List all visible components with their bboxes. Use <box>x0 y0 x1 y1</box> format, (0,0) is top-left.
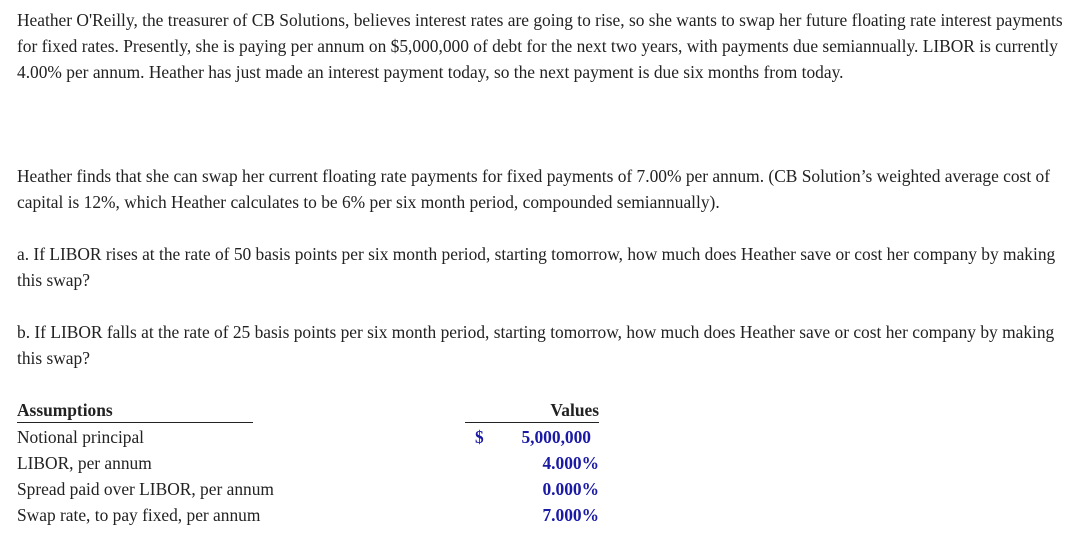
assumptions-table <box>17 398 607 528</box>
row-label: Spread paid over LIBOR, per annum <box>17 479 274 499</box>
table-row-spread <box>17 476 607 502</box>
table-row-notional-principal <box>17 424 607 450</box>
table-row-swap-rate <box>17 502 607 528</box>
row-value: 4.000% <box>542 453 599 473</box>
row-value: 0.000% <box>542 479 599 499</box>
row-value: 5,000,000 <box>521 427 591 447</box>
row-label: Swap rate, to pay fixed, per annum <box>17 505 261 525</box>
table-row-libor <box>17 450 607 476</box>
table-header-row <box>17 398 607 424</box>
currency-symbol: $ <box>475 427 484 447</box>
values-header: Values <box>465 398 599 423</box>
question-b: b. If LIBOR falls at the rate of 25 basis points per six month period, starting tomorrow, how much does Heather save or cost her company by making this swap? <box>17 322 1055 368</box>
row-label: Notional principal <box>17 427 145 447</box>
row-label: LIBOR, per annum <box>17 453 152 473</box>
swap-offer-paragraph: Heather finds that she can swap her current floating rate payments for fixed payments of 7.00% per annum. (CB Solution’s weighted average cost of capital is 12%, which Heather calculates to be 6% per six month period, compounded semiannually). <box>17 166 1050 212</box>
assumptions-header: Assumptions <box>17 398 253 423</box>
row-value: 7.000% <box>542 505 599 525</box>
intro-paragraph: Heather O'Reilly, the treasurer of CB Solutions, believes interest rates are going to rise, so she wants to swap her future floating rate interest payments for fixed rates. Presently, she is paying per annum on $5,000,000 of debt for the next two years, with payments due semiannually. LIBOR is currently 4.00% per annum. Heather has just made an interest payment today, so the next payment is due six months from today. <box>17 10 1063 82</box>
question-a: a. If LIBOR rises at the rate of 50 basis points per six month period, starting tomorrow, how much does Heather save or cost her company by making this swap? <box>17 244 1056 290</box>
